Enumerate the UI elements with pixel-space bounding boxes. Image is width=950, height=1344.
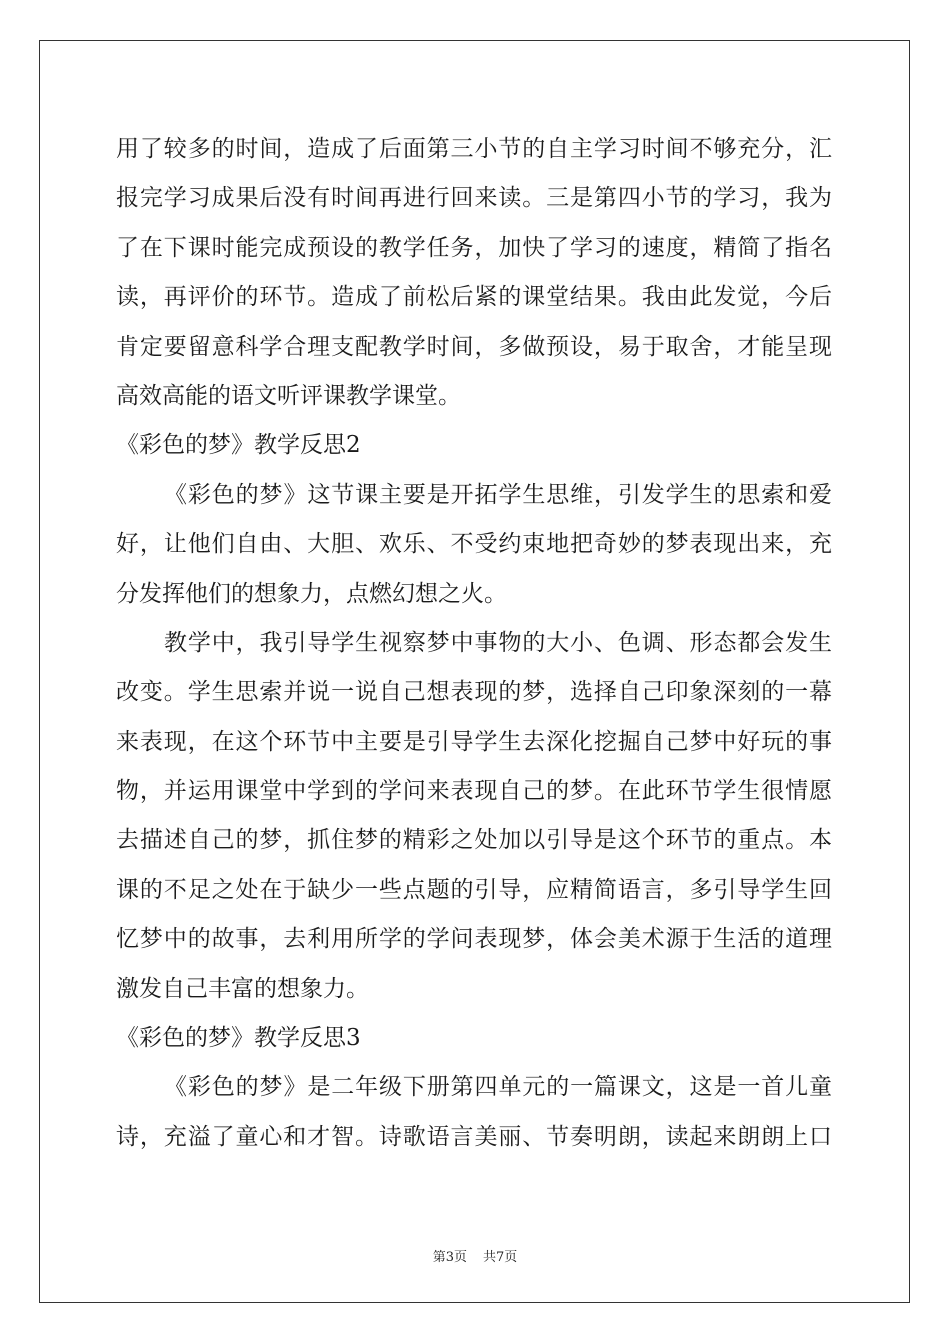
text-line: 诗，充溢了童心和才智。诗歌语言美丽、节奏明朗，读起来朗朗上口	[116, 1123, 832, 1150]
text-line: 忆梦中的故事，去利用所学的学问表现梦，体会美术源于生活的道理	[116, 926, 832, 953]
text-line: 好，让他们自由、大胆、欢乐、不受约束地把奇妙的梦表现出来，充	[116, 531, 832, 558]
text-line: 去描述自己的梦，抓住梦的精彩之处加以引导是这个环节的重点。本	[116, 827, 832, 854]
text-line: 来表现，在这个环节中主要是引导学生去深化挖掘自己梦中好玩的事	[116, 728, 832, 755]
text-line: 报完学习成果后没有时间再进行回来读。三是第四小节的学习，我为	[116, 185, 832, 212]
text-line: 教学中，我引导学生视察梦中事物的大小、色调、形态都会发生	[164, 629, 832, 656]
text-line: 分发挥他们的想象力，点燃幻想之火。	[116, 580, 507, 607]
text-line: 课的不足之处在于缺少一些点题的引导，应精简语言，多引导学生回	[116, 876, 832, 903]
text-line: 《彩色的梦》是二年级下册第四单元的一篇课文，这是一首儿童	[164, 1074, 832, 1101]
text-line: 肯定要留意科学合理支配教学时间，多做预设，易于取舍，才能呈现	[116, 333, 832, 360]
text-line: 高效高能的语文听评课教学课堂。	[116, 382, 461, 409]
page-number: 第3页	[432, 1250, 467, 1265]
page-footer	[0, 1246, 950, 1265]
text-line: 物，并运用课堂中学到的学问来表现自己的梦。在此环节学生很情愿	[116, 778, 832, 805]
text-line: 读，再评价的环节。造成了前松后紧的课堂结果。我由此发觉，今后	[116, 284, 832, 311]
text-line: 激发自己丰富的想象力。	[116, 975, 369, 1002]
page-total: 共7页	[483, 1250, 518, 1265]
text-line: 《彩色的梦》这节课主要是开拓学生思维，引发学生的思索和爱	[164, 481, 832, 508]
document-body	[116, 125, 832, 1162]
text-line: 用了较多的时间，造成了后面第三小节的自主学习时间不够充分，汇	[116, 136, 832, 162]
section-heading: 《彩色的梦》教学反思3	[116, 1025, 361, 1052]
section-heading: 《彩色的梦》教学反思2	[116, 432, 361, 459]
text-line: 了在下课时能完成预设的教学任务，加快了学习的速度，精简了指名	[116, 234, 832, 261]
text-line: 改变。学生思索并说一说自己想表现的梦，选择自己印象深刻的一幕	[116, 679, 832, 706]
